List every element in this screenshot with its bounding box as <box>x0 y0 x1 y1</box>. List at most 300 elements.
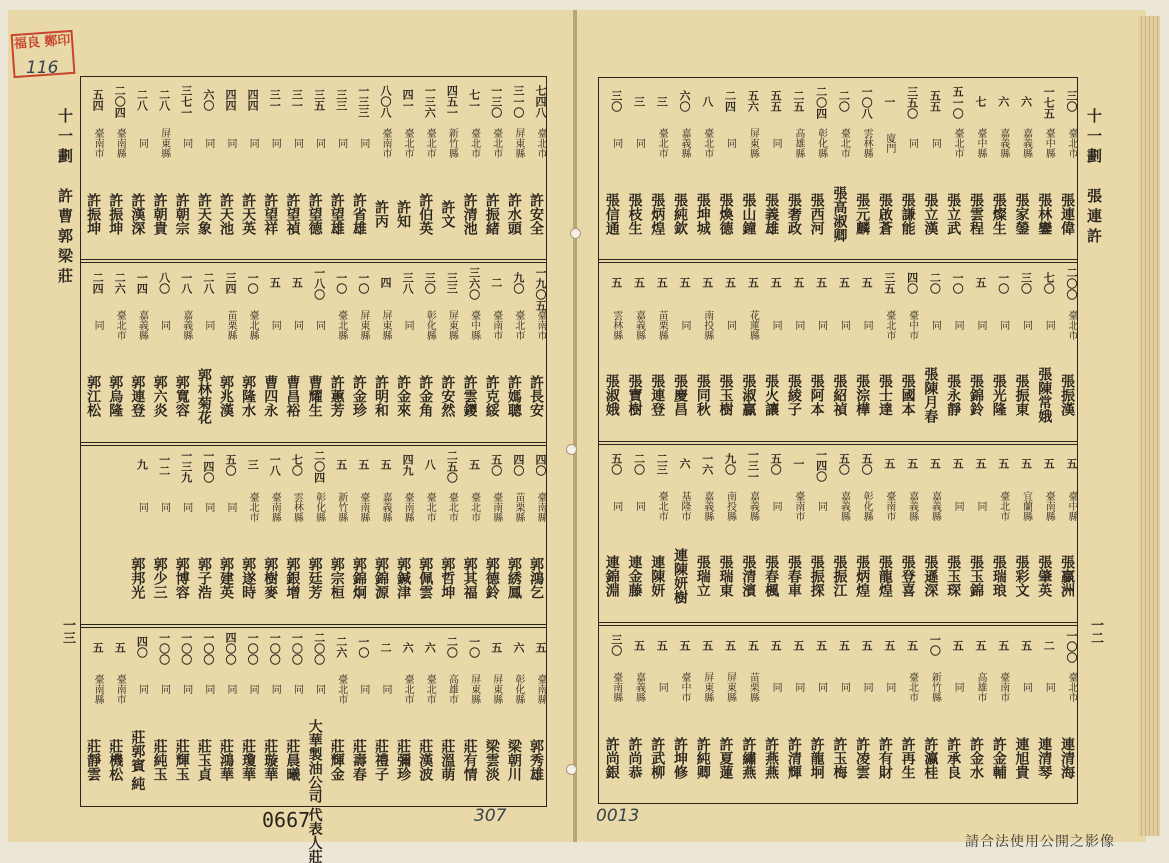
shareholder-entry <box>1031 441 1054 622</box>
residence: 臺南縣 <box>92 674 104 705</box>
shareholder-entry <box>413 259 435 441</box>
residence: 雲林縣 <box>291 492 303 523</box>
right-table <box>598 77 1078 804</box>
shareholder-name: 許望祥 <box>262 192 279 235</box>
shareholder-name: 許望雄 <box>328 192 345 235</box>
shareholder-name: 郭佩雲 <box>417 557 434 600</box>
shareholder-name: 曹耀生 <box>306 374 323 417</box>
shareholder-entry <box>258 442 280 624</box>
shareholder-entry <box>524 624 546 806</box>
shareholder-name: 許漢深 <box>129 192 146 235</box>
share-count: 五 <box>678 277 692 289</box>
shareholder-name: 曹昌裕 <box>284 374 301 417</box>
residence: 屏東縣 <box>468 674 480 705</box>
shareholder-name: 張瑞立 <box>694 555 711 598</box>
residence: 臺南縣 <box>490 492 502 523</box>
residence: 臺北市 <box>656 490 668 521</box>
shareholder-name: 張煥德 <box>717 192 734 235</box>
shareholder-entry <box>302 442 324 624</box>
shareholder-entry <box>690 622 713 803</box>
shareholder-name: 許再生 <box>899 736 916 779</box>
shareholder-entry <box>1009 259 1032 440</box>
residence: 彰化縣 <box>512 674 524 705</box>
residence: 屏東縣 <box>379 309 391 340</box>
share-count: 三三 <box>445 271 459 294</box>
residence: 臺北市 <box>468 127 480 158</box>
shareholder-entry <box>302 624 326 863</box>
right-page-number: 一二 <box>1088 618 1103 644</box>
share-count: 五四 <box>91 89 105 112</box>
share-count: 四四 <box>246 89 260 112</box>
shareholder-name: 連錦淵 <box>603 555 620 598</box>
shareholder-entry <box>170 442 192 624</box>
residence: 同 <box>883 682 895 692</box>
shareholder-entry <box>170 259 192 441</box>
shareholder-entry <box>236 77 258 259</box>
share-count: 五 <box>951 458 965 470</box>
residence: 同 <box>974 500 986 511</box>
share-count: 三一 <box>268 89 282 112</box>
share-count: 二 <box>1042 639 1056 651</box>
shareholder-entry <box>258 259 280 441</box>
shareholder-entry <box>804 78 827 259</box>
residence: 臺南市 <box>997 672 1009 702</box>
shareholder-entry <box>622 78 645 259</box>
shareholder-entry <box>1054 259 1077 440</box>
share-count: 四〇 <box>533 453 547 476</box>
shareholder-entry <box>963 441 986 622</box>
share-count: 二五 <box>791 90 805 113</box>
share-count: 四一 <box>401 89 415 112</box>
share-count: 九〇 <box>723 452 737 475</box>
shareholder-name: 張光隆 <box>990 374 1007 417</box>
shareholder-entry <box>758 78 781 259</box>
residence: 同 <box>724 319 736 330</box>
shareholder-name: 郭遂時 <box>240 557 257 600</box>
binding-hole <box>566 444 577 455</box>
shareholder-name: 許克綏 <box>483 374 500 417</box>
share-count: 一三一 <box>746 448 760 482</box>
share-count: 三七一 <box>179 85 193 118</box>
shareholder-entry <box>758 259 781 440</box>
shareholder-entry <box>963 259 986 440</box>
shareholder-entry <box>667 622 690 803</box>
shareholder-entry <box>872 259 895 440</box>
share-count: 九 <box>135 459 149 471</box>
residence: 同 <box>224 684 236 695</box>
residence: 同 <box>202 319 214 330</box>
share-count: 三〇 <box>423 271 437 294</box>
shareholder-name: 許坤修 <box>672 736 689 779</box>
share-count: 五 <box>533 641 547 653</box>
shareholder-entry <box>827 622 850 803</box>
shareholder-entry <box>690 441 713 622</box>
share-count: 六 <box>996 95 1010 107</box>
residence: 同 <box>291 684 303 695</box>
residence: 彰化縣 <box>313 492 325 523</box>
share-count: 三五 <box>882 271 896 294</box>
share-count: 五五 <box>769 90 783 113</box>
share-count: 五〇 <box>837 452 851 475</box>
shareholder-name: 張士達 <box>876 374 893 417</box>
residence: 臺中縣 <box>1043 128 1055 159</box>
share-count: 一〇〇 <box>246 631 260 665</box>
shareholder-name: 張高淑卿 <box>831 185 848 242</box>
shareholder-entry <box>347 259 369 441</box>
share-count: 五 <box>700 639 714 651</box>
share-count: 一〇 <box>951 271 965 294</box>
residence: 基隆市 <box>679 490 691 521</box>
share-count: 五六 <box>746 90 760 113</box>
share-count: 一〇〇 <box>201 631 215 665</box>
shareholder-entry <box>192 259 214 441</box>
shareholder-entry <box>713 441 736 622</box>
shareholder-name: 許望禎 <box>284 192 301 235</box>
shareholder-entry <box>690 259 713 440</box>
shareholder-entry <box>986 441 1009 622</box>
shareholder-entry <box>413 77 435 259</box>
residence: 同 <box>247 137 259 148</box>
share-count: 三五〇 <box>905 86 919 119</box>
shareholder-entry <box>214 77 236 259</box>
serial-number: 0667 <box>262 808 311 832</box>
residence: 臺南縣 <box>114 127 126 158</box>
share-count: 二 <box>378 641 392 653</box>
shareholder-name: 張慶昌 <box>672 374 689 417</box>
shareholder-entry <box>599 441 622 622</box>
shareholder-name: 曹四永 <box>262 374 279 417</box>
binding-gutter <box>573 10 577 842</box>
shareholder-entry <box>125 624 147 806</box>
shareholder-entry <box>645 259 668 440</box>
shareholder-entry <box>1031 622 1054 803</box>
shareholder-entry <box>895 622 918 803</box>
share-count: 五 <box>769 277 783 289</box>
shareholder-entry <box>736 78 759 259</box>
residence: 同 <box>861 682 873 692</box>
share-count: 五 <box>814 277 828 289</box>
residence: 臺北市 <box>906 672 918 702</box>
share-count: 七 <box>973 95 987 107</box>
shareholder-entry <box>781 441 804 622</box>
residence: 臺北市 <box>1065 128 1077 159</box>
shareholder-name: 許雲鑁 <box>461 374 478 417</box>
shareholder-name: 許安然 <box>439 374 456 417</box>
shareholder-name: 郭鍼津 <box>395 557 412 600</box>
shareholder-entry <box>435 624 457 806</box>
shareholder-name: 張啟蒼 <box>876 192 893 235</box>
share-count: 五〇 <box>860 452 874 475</box>
shareholder-entry <box>713 622 736 803</box>
shareholder-entry <box>622 622 645 803</box>
share-count: 三五 <box>312 89 326 112</box>
residence: 同 <box>679 319 691 330</box>
share-count: 五 <box>996 639 1010 651</box>
shareholder-name: 張紹禎 <box>831 374 848 417</box>
shareholder-name: 許望德 <box>306 192 323 235</box>
shareholder-entry <box>736 441 759 622</box>
share-count: 一四 <box>135 271 149 294</box>
shareholder-entry <box>758 441 781 622</box>
residence: 屏東縣 <box>747 128 759 159</box>
shareholder-entry <box>1054 441 1077 622</box>
share-count: 六 <box>423 641 437 653</box>
share-count: 五 <box>905 458 919 470</box>
shareholder-entry <box>895 441 918 622</box>
residence: 同 <box>202 137 214 148</box>
usage-notice: 請合法使用公開之影像 <box>965 834 1115 850</box>
shareholder-name: 莊輝玉 <box>173 739 190 782</box>
shareholder-name: 郭博容 <box>173 557 190 600</box>
shareholder-name: 郭子浩 <box>195 557 212 600</box>
residence: 同 <box>313 137 325 148</box>
residence: 南投縣 <box>724 490 736 521</box>
residence: 同 <box>792 682 804 692</box>
share-count: 五〇 <box>223 453 237 476</box>
shareholder-name: 梁雲淡 <box>483 739 500 782</box>
shareholder-name: 郭林菊花 <box>195 367 212 424</box>
shareholder-entry <box>963 622 986 803</box>
shareholder-entry <box>457 77 479 259</box>
share-count: 五 <box>973 277 987 289</box>
shareholder-entry <box>804 259 827 440</box>
residence: 同 <box>1020 682 1032 692</box>
shareholder-entry <box>849 622 872 803</box>
residence: 同 <box>770 319 782 330</box>
shareholder-entry <box>457 259 479 441</box>
shareholder-entry <box>872 622 895 803</box>
shareholder-entry <box>147 442 169 624</box>
share-count: 五 <box>489 641 503 653</box>
shareholder-entry <box>918 78 941 259</box>
shareholder-entry <box>622 441 645 622</box>
shareholder-entry <box>524 259 546 441</box>
shareholder-name: 張坤城 <box>694 192 711 235</box>
shareholder-entry <box>369 259 391 441</box>
shareholder-name: 郭六炎 <box>151 374 168 417</box>
residence: 臺南縣 <box>534 492 546 523</box>
residence: 同 <box>402 319 414 330</box>
share-count: 一二 <box>157 453 171 476</box>
shareholder-entry <box>918 622 941 803</box>
shareholder-entry <box>81 77 103 259</box>
shareholder-name: 許天象 <box>195 192 212 235</box>
handwritten-number: 307 <box>474 806 507 826</box>
residence: 臺北市 <box>247 492 259 523</box>
shareholder-entry <box>804 622 827 803</box>
shareholder-entry <box>736 622 759 803</box>
shareholder-name: 郭廷芳 <box>306 557 323 600</box>
residence: 臺北市 <box>424 127 436 158</box>
residence: 臺北市 <box>402 674 414 705</box>
shareholder-name: 許有財 <box>876 736 893 779</box>
shareholder-name: 張炳煌 <box>854 555 871 598</box>
residence: 臺南市 <box>792 490 804 521</box>
share-count: 一〇 <box>467 636 481 659</box>
share-count: 五 <box>700 277 714 289</box>
shareholder-name: 莊漢波 <box>417 739 434 782</box>
residence: 嘉義縣 <box>929 490 941 521</box>
shareholder-entry <box>1054 622 1077 803</box>
shareholder-entry <box>325 442 347 624</box>
handwritten-number: 116 <box>26 58 59 78</box>
shareholder-entry <box>827 441 850 622</box>
share-count: 一〇〇 <box>179 631 193 665</box>
shareholder-entry <box>1054 78 1077 259</box>
share-count: 六〇 <box>678 90 692 113</box>
share-count: 五〇 <box>489 453 503 476</box>
shareholder-name: 張綾子 <box>785 374 802 417</box>
residence: 同 <box>724 138 736 149</box>
shareholder-entry <box>125 442 147 624</box>
shareholder-name: 張錦鈴 <box>967 374 984 417</box>
residence: 苗栗縣 <box>512 492 524 523</box>
share-count: 二八 <box>201 271 215 294</box>
residence: 屏東縣 <box>512 127 524 158</box>
share-count: 一三九 <box>179 449 193 483</box>
shareholder-entry <box>645 622 668 803</box>
share-count: 五 <box>655 277 669 289</box>
residence: 同 <box>1043 319 1055 330</box>
shareholder-name: 莊機松 <box>107 739 124 782</box>
shareholder-entry <box>192 77 214 259</box>
residence: 屏東縣 <box>158 127 170 158</box>
shareholder-name: 許媽聰 <box>505 374 522 417</box>
share-count: 六 <box>511 641 525 653</box>
shareholder-entry <box>347 442 369 624</box>
residence: 同 <box>92 319 104 330</box>
shareholder-entry <box>369 442 391 624</box>
residence: 同 <box>656 682 668 692</box>
share-count: 五 <box>746 277 760 289</box>
residence: 花蓮縣 <box>747 309 759 340</box>
share-count: 二〇四 <box>113 85 127 118</box>
share-count: 五 <box>1019 639 1033 651</box>
shareholder-name: 許振坤 <box>85 192 102 235</box>
residence: 臺北市 <box>424 492 436 523</box>
shareholder-name: 張家鎣 <box>1013 192 1030 235</box>
shareholder-entry <box>667 259 690 440</box>
share-count: 二四 <box>723 90 737 113</box>
shareholder-entry <box>103 259 125 441</box>
share-count: 五 <box>290 277 304 289</box>
shareholder-name: 張義雄 <box>763 192 780 235</box>
share-count: 一〇〇 <box>1064 629 1078 663</box>
shareholder-entry <box>599 259 622 440</box>
residence: 臺北市 <box>424 674 436 705</box>
residence: 同 <box>815 500 827 511</box>
share-count: 五 <box>723 639 737 651</box>
residence: 臺北市 <box>701 128 713 159</box>
shareholder-entry <box>986 78 1009 259</box>
shareholder-name: 郭錦源 <box>372 557 389 600</box>
residence: 同 <box>838 682 850 692</box>
share-count: 一八〇 <box>312 267 326 301</box>
residence: 嘉義縣 <box>180 309 192 340</box>
share-count: 五 <box>746 639 760 651</box>
shareholder-entry <box>781 78 804 259</box>
share-count: 五 <box>973 639 987 651</box>
share-count: 一〇〇 <box>290 631 304 665</box>
shareholder-entry <box>214 624 236 806</box>
shareholder-name: 郭邦光 <box>129 557 146 600</box>
shareholder-entry <box>599 622 622 803</box>
shareholder-entry <box>1009 622 1032 803</box>
share-count: 二四 <box>91 271 105 294</box>
share-count: 五 <box>632 639 646 651</box>
residence: 同 <box>291 137 303 148</box>
residence: 臺北市 <box>335 674 347 705</box>
shareholder-name: 梁朝川 <box>505 739 522 782</box>
shareholder-name: 許安全 <box>527 192 544 235</box>
residence: 彰化縣 <box>861 490 873 521</box>
residence: 臺南市 <box>534 309 546 340</box>
share-count: 二三 <box>655 452 669 475</box>
shareholder-name: 許燕燕 <box>763 736 780 779</box>
shareholder-name: 許夏蓮 <box>717 736 734 779</box>
residence: 臺北市 <box>1065 309 1077 340</box>
share-count: 一六 <box>700 452 714 475</box>
shareholder-name: 許明和 <box>372 374 389 417</box>
shareholder-entry <box>872 78 895 259</box>
seal-stamp: 福良 鄭印 <box>11 30 76 78</box>
shareholder-entry <box>895 78 918 259</box>
shareholder-name: 許天英 <box>240 192 257 235</box>
share-count: 二〇 <box>632 452 646 475</box>
share-count: 五 <box>860 277 874 289</box>
shareholder-name: 連金藤 <box>626 555 643 598</box>
shareholder-entry <box>347 77 369 259</box>
residence: 嘉義縣 <box>633 309 645 340</box>
shareholder-entry <box>872 441 895 622</box>
residence: 同 <box>313 319 325 330</box>
share-count: 五 <box>791 639 805 651</box>
residence: 宜蘭縣 <box>1020 490 1032 521</box>
shareholder-name: 張振東 <box>1013 374 1030 417</box>
residence: 臺南縣 <box>610 672 622 702</box>
shareholder-entry <box>391 77 413 259</box>
shareholder-entry <box>940 259 963 440</box>
shareholder-name: 郭寬容 <box>173 374 190 417</box>
shareholder-name: 許瀛桂 <box>922 736 939 779</box>
residence: 同 <box>180 684 192 695</box>
shareholder-name: 張振探 <box>808 555 825 598</box>
shareholder-name: 張振江 <box>831 555 848 598</box>
shareholder-entry <box>502 77 524 259</box>
shareholder-name: 張清濱 <box>740 555 757 598</box>
residence: 臺北市 <box>656 128 668 159</box>
residence: 臺南市 <box>490 309 502 340</box>
residence: 嘉義縣 <box>838 490 850 521</box>
share-count: 一 <box>791 458 805 470</box>
residence: 同 <box>1020 319 1032 330</box>
shareholder-entry <box>280 624 302 806</box>
shareholder-entry <box>963 78 986 259</box>
shareholder-entry <box>103 77 125 259</box>
shareholder-name: 許金角 <box>417 374 434 417</box>
shareholder-name: 許金珍 <box>350 374 367 417</box>
residence: 同 <box>136 502 148 513</box>
shareholder-name: 張炳煌 <box>649 192 666 235</box>
shareholder-entry <box>940 622 963 803</box>
share-count: 二〇 <box>445 636 459 659</box>
shareholder-entry <box>280 259 302 441</box>
residence: 同 <box>952 319 964 330</box>
residence: 臺南縣 <box>402 492 414 523</box>
residence: 嘉義縣 <box>379 492 391 523</box>
share-count: 二六 <box>334 636 348 659</box>
shareholder-name: 許知 <box>395 199 412 228</box>
